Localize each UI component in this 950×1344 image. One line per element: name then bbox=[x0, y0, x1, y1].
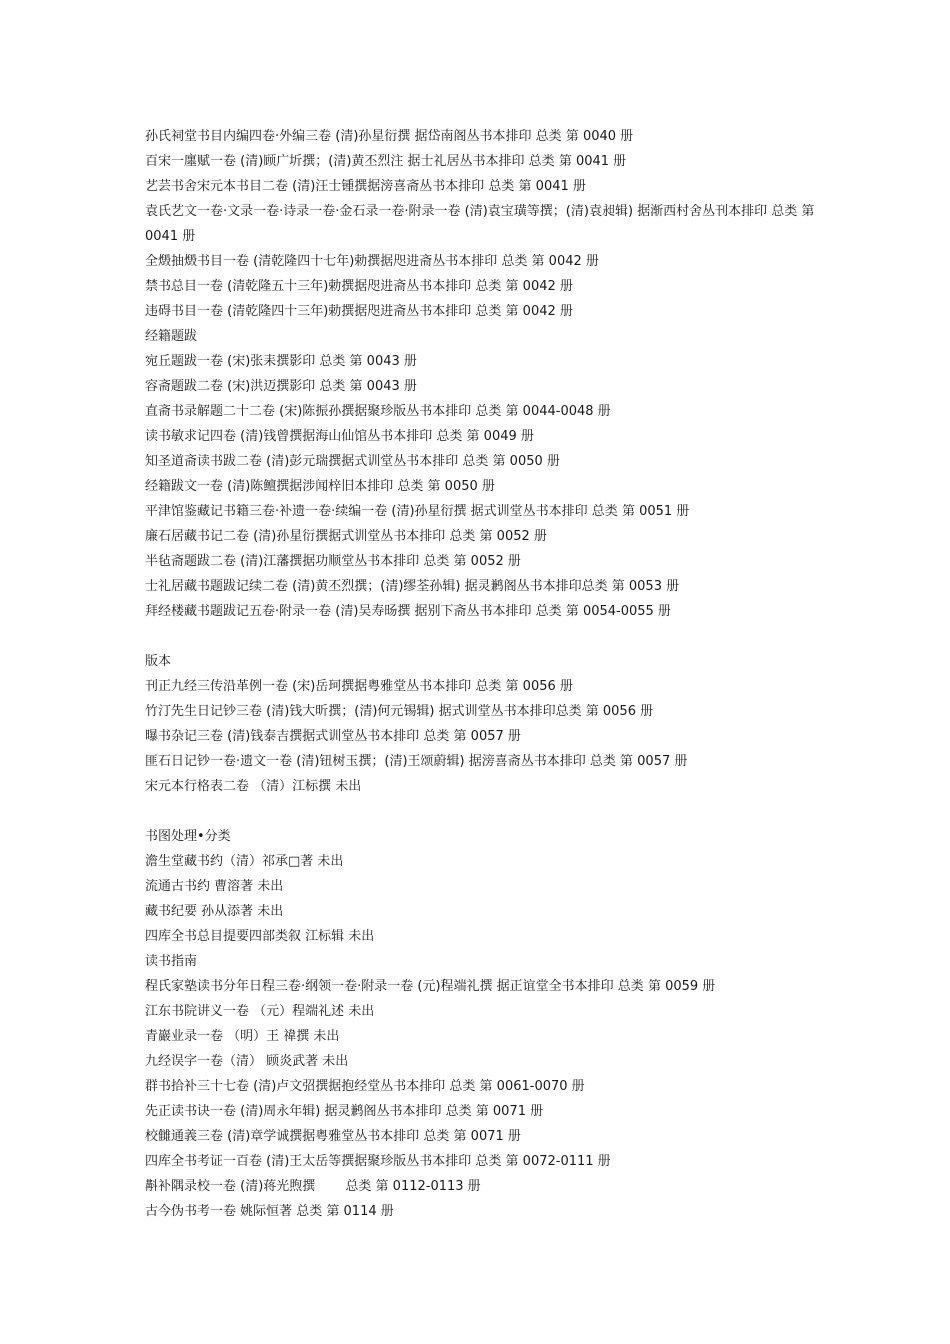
catalog-line: 直斋书录解题二十二卷 (宋)陈振孙撰据聚珍版丛书本排印 总类 第 0044-0048 册 bbox=[145, 404, 611, 419]
catalog-line: 士礼居藏书题跋记续二卷 (清)黄丕烈撰；(清)缪荃孙辑) 据灵鹣阁丛书本排印总类 第 0053 册 bbox=[145, 579, 680, 594]
catalog-line: 曝书杂记三卷 (清)钱泰吉撰据式训堂丛书本排印 总类 第 0057 册 bbox=[145, 729, 521, 744]
catalog-line: 版本 bbox=[145, 654, 172, 669]
catalog-line: 江东书院讲义一卷 （元）程端礼述 未出 bbox=[145, 1004, 375, 1019]
catalog-line: 读书敏求记四卷 (清)钱曾撰据海山仙馆丛书本排印 总类 第 0049 册 bbox=[145, 429, 534, 444]
catalog-line: 四库全书总目提要四部类叙 江标辑 未出 bbox=[145, 929, 375, 944]
catalog-line: 廉石居藏书记二卷 (清)孙星衍撰据式训堂丛书本排印 总类 第 0052 册 bbox=[145, 529, 547, 544]
catalog-line: 群书拾补三十七卷 (清)卢文弨撰据抱经堂丛书本排印 总类 第 0061-0070 册 bbox=[145, 1079, 585, 1094]
catalog-line: 容斋题跋二卷 (宋)洪迈撰影印 总类 第 0043 册 bbox=[145, 379, 417, 394]
catalog-line: 藏书纪要 孙从添著 未出 bbox=[145, 904, 284, 919]
catalog-line: 拜经楼藏书题跋记五卷·附录一卷 (清)吴寿旸撰 据别下斋丛书本排印 总类 第 0054-0055 册 bbox=[145, 604, 671, 619]
catalog-line: 全燬抽燬书目一卷 (清乾隆四十七年)勅撰据咫进斋丛书本排印 总类 第 0042 册 bbox=[145, 254, 599, 269]
catalog-line: 知圣道斋读书跋二卷 (清)彭元瑞撰据式训堂丛书本排印 总类 第 0050 册 bbox=[145, 454, 560, 469]
catalog-line: 四库全书考证一百卷 (清)王太岳等撰据聚珍版丛书本排印 总类 第 0072-0111 册 bbox=[145, 1154, 611, 1169]
catalog-line: 袁氏艺文一卷·文录一卷·诗录一卷·金石录一卷·附录一卷 (清)袁宝璜等撰；(清)袁昶辑) 据渐西村舍丛刊本排印 总类 第 0041 册 bbox=[145, 204, 815, 244]
blank-line bbox=[145, 624, 825, 649]
catalog-line: 古今伪书考一卷 姚际恒著 总类 第 0114 册 bbox=[145, 1204, 394, 1219]
catalog-line: 百宋一廛赋一卷 (清)顾广圻撰；(清)黄丕烈注 据士礼居丛书本排印 总类 第 0041 册 bbox=[145, 154, 627, 169]
catalog-line: 先正读书诀一卷 (清)周永年辑) 据灵鹣阁丛书本排印 总类 第 0071 册 bbox=[145, 1104, 544, 1119]
catalog-line: 书图处理•分类 bbox=[145, 829, 231, 844]
catalog-line: 澹生堂藏书约（清）祁承□著 未出 bbox=[145, 854, 344, 869]
catalog-line: 九经误字一卷（清） 顾炎武著 未出 bbox=[145, 1054, 349, 1069]
catalog-line: 平津馆鉴藏记书籍三卷·补遗一卷·续编一卷 (清)孙星衍撰 据式训堂丛书本排印 总类 第 0051 册 bbox=[145, 504, 690, 519]
catalog-line: 宛丘题跋一卷 (宋)张耒撰影印 总类 第 0043 册 bbox=[145, 354, 417, 369]
catalog-line: 匪石日记钞一卷·遗文一卷 (清)钮树玉撰；(清)王颂蔚辑) 据滂喜斋丛书本排印 总类 第 0057 册 bbox=[145, 754, 688, 769]
catalog-line: 校雠通義三卷 (清)章学诚撰据粤雅堂丛书本排印 总类 第 0071 册 bbox=[145, 1129, 521, 1144]
catalog-line: 读书指南 bbox=[145, 954, 198, 969]
catalog-line: 经籍题跋 bbox=[145, 329, 198, 344]
catalog-line: 孙氏祠堂书目内编四卷·外编三卷 (清)孙星衍撰 据岱南阁丛书本排印 总类 第 0040 册 bbox=[145, 129, 634, 144]
catalog-line: 竹汀先生日记钞三卷 (清)钱大昕撰；(清)何元锡辑) 据式训堂丛书本排印总类 第 0056 册 bbox=[145, 704, 654, 719]
catalog-line: 艺芸书舍宋元本书目二卷 (清)汪士锺撰据滂喜斋丛书本排印 总类 第 0041 册 bbox=[145, 179, 586, 194]
catalog-line: 违碍书目一卷 (清乾隆四十三年)勅撰据咫进斋丛书本排印 总类 第 0042 册 bbox=[145, 304, 573, 319]
catalog-line: 半毡斋题跋二卷 (清)江藩撰据功顺堂丛书本排印 总类 第 0052 册 bbox=[145, 554, 521, 569]
catalog-line: 青巖业录一卷 （明）王 禕撰 未出 bbox=[145, 1029, 340, 1044]
catalog-line: 程氏家塾读书分年日程三卷·纲领一卷·附录一卷 (元)程端礼撰 据正谊堂全书本排印 总类 第 0059 册 bbox=[145, 979, 716, 994]
catalog-line: 经籍跋文一卷 (清)陈鳣撰据涉闻梓旧本排印 总类 第 0050 册 bbox=[145, 479, 495, 494]
catalog-line: 斠补隅录校一卷 (清)蒋光煦撰 总类 第 0112-0113 册 bbox=[145, 1179, 481, 1194]
catalog-line: 禁书总目一卷 (清乾隆五十三年)勅撰据咫进斋丛书本排印 总类 第 0042 册 bbox=[145, 279, 573, 294]
catalog-line: 流通古书约 曹溶著 未出 bbox=[145, 879, 284, 894]
blank-line bbox=[145, 799, 825, 824]
catalog-text-block bbox=[145, 124, 825, 1224]
catalog-line: 宋元本行格表二卷 （清）江标撰 未出 bbox=[145, 779, 362, 794]
catalog-line: 刊正九经三传沿革例一卷 (宋)岳珂撰据粤雅堂丛书本排印 总类 第 0056 册 bbox=[145, 679, 573, 694]
